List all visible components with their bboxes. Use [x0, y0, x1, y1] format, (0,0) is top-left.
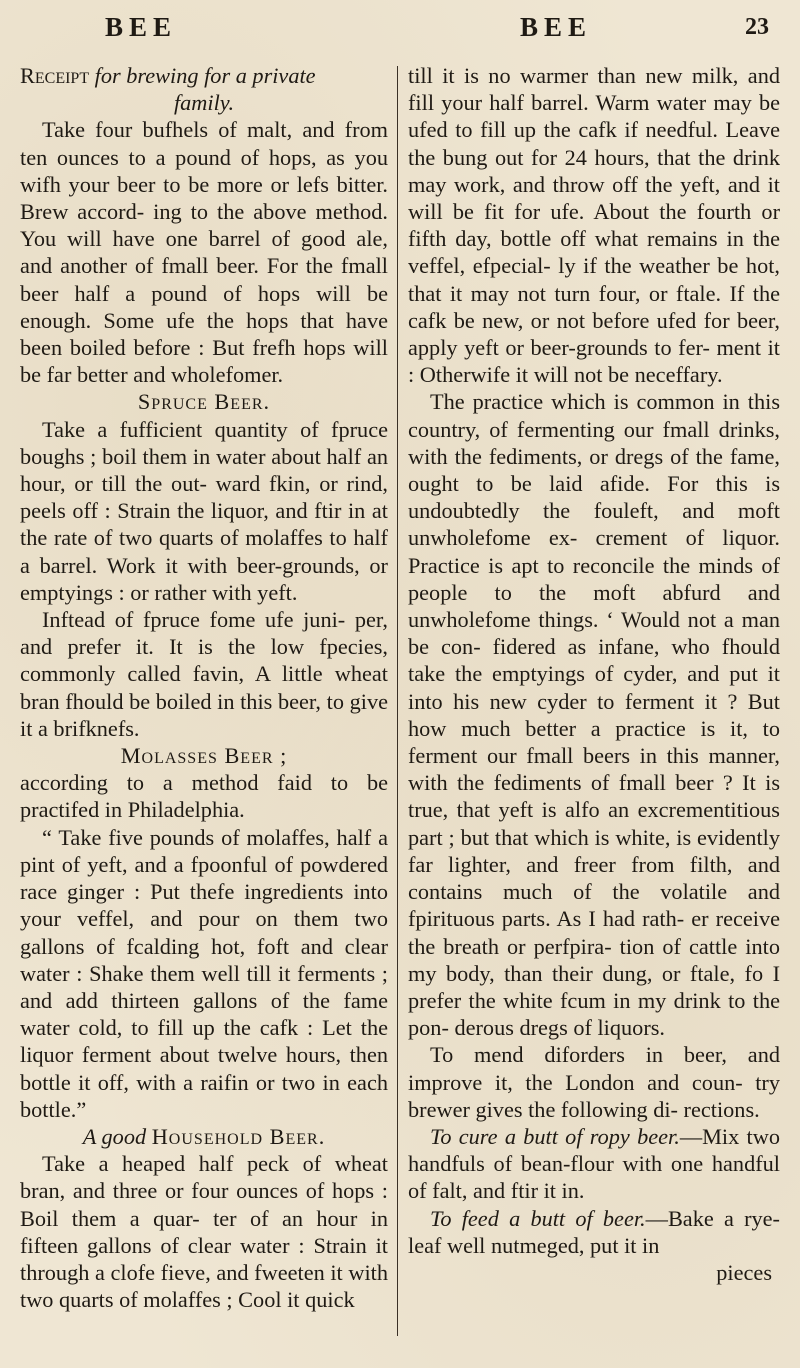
paragraph-feed-butt — [408, 1205, 780, 1259]
column-divider — [397, 66, 398, 1336]
paragraph-household: Take a heaped half peck of wheat bran, and three or four ounces of hops : Boil them a quar- ter of an hour in fifteen gallons of clear water : Strain it through a clofe fieve, and fweeten it with two quarts of molaffes ; Cool it quick — [20, 1151, 388, 1313]
paragraph-molasses-recipe: “ Take five pounds of molaffes, half a pint of yeft, and a fpoonful of powdered race ginger : Put thefe ingredients into your veffel, and pour on them two gallons of fcalding hot, foft and clear water : Shake them well till it ferments ; and add thirteen gallons of the fame water cold, to fill up the cafk : Let the liquor ferment about twelve hours, then bottle it off, with a raifin or two in each bottle.” — [20, 824, 388, 1122]
ropy-beer-title: To cure a butt of ropy beer. — [430, 1123, 680, 1149]
paragraph-spruce-1: Take a fufficient quantity of fpruce boughs ; boil them in water about half an hour, or till the out- ward fkin, or rind, peels off : Strain the liquor, and ftir in at the rate of two quarts of molaffes to half a barrel. Work it with beer-grounds, or emptyings : or rather with yeft. — [20, 416, 388, 605]
paragraph-private-family: Take four bufhels of malt, and from ten ounces to a pound of hops, as you wifh your beer to be more or lefs bitter. Brew accord- ing to the above method. You will have one barrel of good ale, and another of fmall beer. For the fmall beer half a pound of hops will be enough. Some ufe the hops that have been boiled before : But frefh hops will be far better and wholefomer. — [20, 117, 388, 388]
paragraph-spruce-2: Inftead of fpruce fome ufe juni- per, and prefer it. It is the low fpecies, commonly called favin, A little wheat bran fhould be boiled in this beer, to give it a brifknefs. — [20, 607, 388, 741]
page-number: 23 — [745, 14, 769, 40]
recipe-title-rest: for brewing for a private — [94, 63, 316, 88]
paragraph-household-cont: till it is no warmer than new milk, and fill your half barrel. Warm water may be ufed to fill up the cafk if needful. Leave the bung out for 24 hours, that the drink may work, and throw off the yeft, and it will be fit for ufe. About the fourth or fifth day, bottle off what remains in the veffel, efpecial- ly if the weather be hot, that it may not turn four, or ftale. If the cafk be new, or not before ufed for beer, apply yeft or beer-grounds to fer- ment it : Otherwife it will not be neceffary. — [408, 63, 780, 388]
left-column — [20, 62, 388, 1352]
feed-butt-body: —Bake a rye-leaf well nutmeged, put it in — [408, 1205, 780, 1258]
heading-spruce-beer: Spruce Beer. — [137, 389, 271, 415]
recipe-title-family — [20, 89, 388, 116]
heading-household-beer — [20, 1123, 388, 1150]
paragraph-mend-disorders: To mend diforders in beer, and improve it, the London and coun- try brewer gives the following di- rections. — [408, 1042, 780, 1122]
feed-butt-title: To feed a butt of beer. — [430, 1205, 646, 1231]
catchword: pieces — [716, 1259, 772, 1285]
paragraph-fermenting-practice: The practice which is common in this country, of fermenting our fmall drinks, with the fediments, or dregs of the fame, ought to be laid afide. For this is undoubtedly the fouleft, and moft unwholefome ex- crement of liquor. Practice is apt to reconcile the minds of people to the moft abfurd and unwholefome things. ‘ Would not a man be con- fidered as infane, who fhould take the emptyings of cyder, and put it into his new cyder to ferment it ? But how much better a practice is it, to ferment our fmall beers in this manner, with the fediments of fmall beer ? It is true, that yeft is alfo an excrementitious part ; but that which is white, is evidently far lighter, and freer from filth, and contains much of the volatile and fpirituous parts. As I had rath- er receive the breath or perfpira- tion of cattle into my body, than their dung, or ftale, fo I prefer the white fcum in my drink to the pon- derous dregs of liquors. — [408, 389, 780, 1041]
right-column — [408, 62, 780, 1352]
recipe-title-family-text: family. — [173, 90, 235, 116]
recipe-title-receipt: Receipt — [20, 63, 90, 88]
heading-household-b: Household Beer. — [151, 1123, 326, 1149]
heading-household-a: A good — [82, 1123, 147, 1149]
running-head-left: BEE — [105, 12, 178, 42]
running-head — [0, 12, 800, 52]
heading-molasses-beer: Molasses Beer ; — [120, 743, 288, 769]
paragraph-molasses-intro: according to a method faid to be practifed in Philadelphia. — [20, 770, 388, 823]
ropy-beer-body: —Mix two handfuls of bean-flour with one handful of falt, and ftir it in. — [408, 1123, 780, 1204]
running-head-right: BEE — [520, 12, 593, 42]
recipe-title — [20, 62, 388, 89]
paragraph-ropy-beer — [408, 1123, 780, 1205]
